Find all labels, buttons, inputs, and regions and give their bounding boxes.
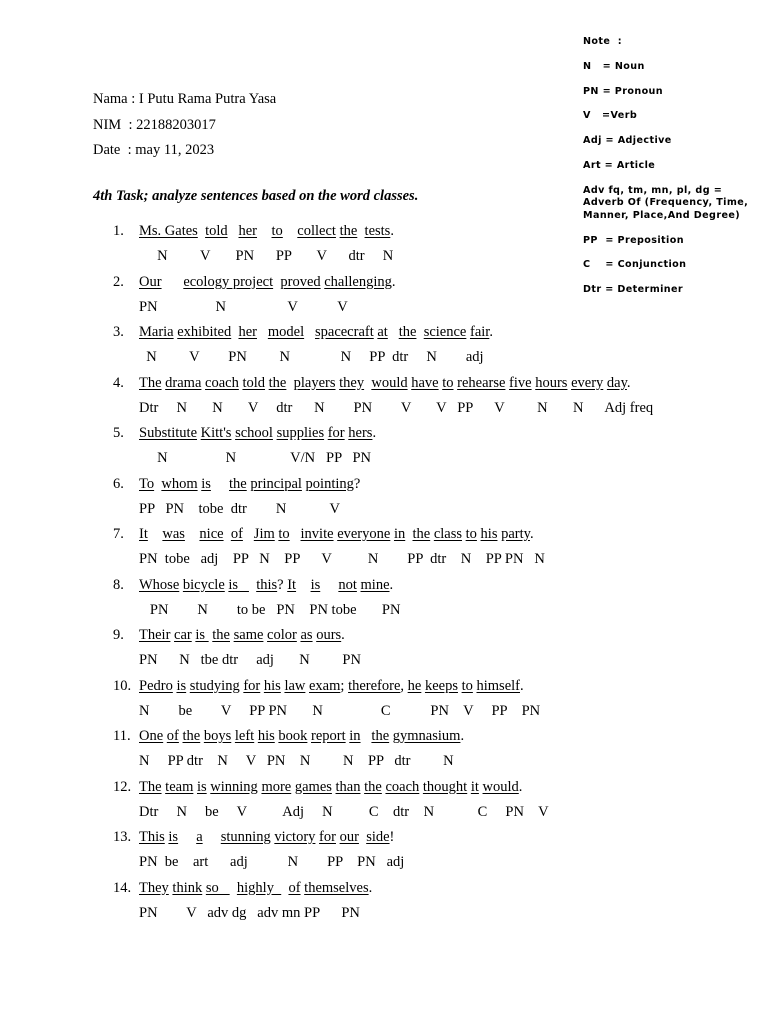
underlined-word: is — [228, 576, 249, 593]
separator-text: . — [529, 526, 534, 542]
underlined-word: It — [139, 526, 148, 542]
separator-text — [203, 829, 221, 845]
sentence-text — [139, 829, 394, 846]
underlined-word: team — [165, 778, 194, 795]
underlined-word: is — [196, 778, 207, 795]
underlined-word: his — [263, 677, 281, 694]
separator-text — [257, 223, 272, 239]
document-date: Date : may 11, 2023 — [93, 142, 215, 158]
separator-text — [257, 324, 268, 340]
separator-text: . — [626, 374, 631, 391]
word-class-tags: PP PN tobe dtr N V — [139, 500, 341, 517]
note-line: PP = Preposition — [583, 234, 684, 246]
item-number: 3. — [113, 324, 124, 340]
item-number: 7. — [113, 526, 124, 542]
underlined-word: victory — [274, 829, 316, 845]
word-class-tags: N PP dtr N V PN N N PP dtr N — [139, 753, 454, 769]
underlined-word: to — [442, 374, 454, 391]
sentence-text — [139, 728, 464, 745]
word-class-tags: N N V/N PP PN — [139, 450, 372, 466]
separator-text — [162, 274, 184, 290]
underlined-word: highly — [236, 879, 282, 896]
underlined-word: boys — [203, 728, 232, 744]
separator-text: , — [400, 677, 408, 694]
underlined-word: everyone — [337, 526, 391, 542]
sentence-text — [139, 324, 493, 341]
underlined-word: Whose — [139, 576, 180, 593]
underlined-word: exam — [309, 677, 341, 694]
item-number: 9. — [113, 627, 124, 643]
underlined-word: hers — [348, 425, 373, 441]
underlined-word: science — [423, 324, 467, 340]
underlined-word: five — [509, 374, 532, 391]
underlined-word: same — [233, 627, 264, 643]
note-line: Adj = Adjective — [583, 135, 672, 147]
underlined-word: keeps — [424, 677, 458, 694]
separator-text: . — [518, 778, 523, 795]
underlined-word: the — [229, 475, 247, 492]
separator-text: . — [391, 273, 396, 290]
underlined-word: think — [172, 879, 203, 896]
underlined-word: bicycle — [182, 576, 225, 593]
underlined-word: They — [139, 879, 169, 896]
separator-text — [286, 375, 293, 391]
underlined-word: is — [201, 475, 211, 492]
task-title: 4th Task; analyze sentences based on the word classes. — [93, 188, 419, 204]
underlined-word: is — [195, 627, 209, 643]
separator-text — [148, 526, 163, 542]
word-class-tags: N be V PP PN N C PN V PP PN — [139, 702, 541, 719]
word-class-tags: PN N V V — [139, 298, 348, 315]
separator-text — [211, 476, 229, 492]
underlined-word: so — [205, 879, 230, 896]
item-number: 8. — [113, 576, 124, 593]
underlined-word: himself — [476, 677, 520, 694]
underlined-word: to — [271, 223, 283, 239]
underlined-word: for — [319, 829, 336, 845]
underlined-word: his — [480, 526, 498, 542]
underlined-word: the — [398, 324, 417, 340]
note-line: Note : — [583, 36, 623, 47]
item-number: 1. — [113, 223, 124, 239]
underlined-word: party — [501, 526, 530, 542]
word-class-tags: N V PN N N PP dtr N adj — [139, 349, 484, 365]
underlined-word: car — [174, 627, 192, 643]
underlined-word: they — [339, 374, 365, 391]
item-number: 4. — [113, 374, 124, 391]
separator-text — [416, 324, 423, 340]
underlined-word: stunning — [220, 829, 271, 845]
underlined-word: in — [393, 526, 406, 542]
underlined-word: therefore — [348, 677, 401, 694]
underlined-word: report — [311, 728, 346, 744]
student-header — [93, 87, 276, 164]
underlined-word: as — [300, 627, 313, 643]
separator-text — [296, 577, 311, 593]
underlined-word: themselves — [304, 879, 369, 896]
underlined-word: It — [287, 576, 297, 593]
underlined-word: of — [166, 728, 179, 744]
item-number: 13. — [113, 829, 132, 845]
item-number: 2. — [113, 273, 124, 290]
underlined-word: coach — [205, 374, 239, 391]
underlined-word: have — [411, 374, 439, 391]
underlined-word: told — [205, 223, 228, 239]
separator-text — [224, 526, 231, 542]
underlined-word: model — [267, 324, 305, 340]
underlined-word: challenging — [324, 273, 392, 290]
separator-text — [283, 223, 298, 239]
underlined-word: our — [339, 829, 359, 845]
separator-text: ; — [340, 677, 349, 694]
sentence-text — [139, 375, 631, 392]
underlined-word: was — [162, 526, 185, 542]
underlined-word: Maria — [139, 324, 174, 340]
underlined-word: Kitt's — [200, 425, 232, 441]
sentence-text — [139, 274, 396, 291]
item-number: 14. — [113, 879, 132, 896]
underlined-word: a — [196, 829, 203, 845]
underlined-word: more — [261, 778, 292, 795]
sentence-text — [139, 223, 394, 240]
underlined-word: rehearse — [457, 374, 506, 391]
sentence-text — [139, 476, 360, 493]
underlined-word: it — [470, 778, 479, 795]
underlined-word: the — [371, 728, 390, 744]
underlined-word: the — [268, 374, 287, 391]
underlined-word: whom — [161, 475, 198, 492]
underlined-word: the — [339, 223, 358, 239]
underlined-word: principal — [250, 475, 302, 492]
underlined-word: The — [139, 778, 162, 795]
underlined-word: for — [327, 425, 345, 441]
separator-text: . — [341, 627, 345, 643]
underlined-word: studying — [189, 677, 240, 694]
underlined-word: games — [294, 778, 332, 795]
underlined-word: drama — [165, 374, 202, 391]
separator-text: . — [460, 728, 465, 744]
separator-text — [290, 526, 301, 542]
separator-text: ? — [277, 576, 288, 593]
underlined-word: is — [168, 829, 179, 845]
underlined-word: nice — [199, 526, 224, 542]
underlined-word: thought — [422, 778, 468, 795]
underlined-word: Substitute — [139, 425, 198, 441]
word-class-tags: PN V adv dg adv mn PP PN — [139, 904, 360, 921]
word-class-tags: Dtr N be V Adj N C dtr N C PN V — [139, 803, 549, 820]
underlined-word: every — [571, 374, 604, 391]
student-nim: NIM : 22188203017 — [93, 116, 216, 133]
underlined-word: ours — [316, 627, 342, 643]
separator-text — [388, 324, 399, 340]
underlined-word: at — [377, 324, 388, 340]
separator-text — [320, 577, 338, 593]
underlined-word: players — [293, 374, 336, 391]
underlined-word: not — [338, 576, 357, 593]
underlined-word: left — [234, 728, 255, 744]
sentence-text — [139, 880, 372, 897]
underlined-word: The — [139, 374, 162, 391]
separator-text: . — [372, 425, 377, 441]
underlined-word: the — [212, 627, 230, 643]
student-name: Nama : I Putu Rama Putra Yasa — [93, 91, 277, 107]
underlined-word: of — [230, 526, 243, 542]
separator-text: . — [489, 324, 493, 340]
word-class-tags: PN N tbe dtr adj N PN — [139, 652, 361, 668]
separator-text: . — [390, 223, 394, 239]
item-number: 12. — [113, 778, 132, 795]
underlined-word: the — [182, 728, 201, 744]
separator-text: . — [520, 677, 524, 694]
underlined-word: side — [366, 829, 390, 845]
underlined-word: coach — [385, 778, 420, 795]
separator-text: . — [389, 576, 394, 593]
note-legend — [583, 36, 753, 309]
separator-text — [230, 880, 237, 896]
separator-text — [185, 526, 200, 542]
underlined-word: school — [235, 425, 273, 441]
underlined-word: Pedro — [139, 677, 173, 694]
note-line: C = Conjunction — [583, 259, 687, 271]
underlined-word: Their — [139, 627, 171, 643]
separator-text — [178, 829, 196, 845]
sentence-text — [139, 526, 534, 543]
word-class-tags: Dtr N N V dtr N PN V V PP V N N Adj freq — [139, 399, 654, 416]
underlined-word: Ms. Gates — [139, 223, 198, 239]
underlined-word: to — [465, 526, 477, 542]
underlined-word: law — [284, 677, 306, 694]
underlined-word: book — [278, 728, 308, 744]
underlined-word: Our — [139, 273, 162, 290]
underlined-word: the — [364, 778, 382, 795]
separator-text — [304, 324, 315, 340]
underlined-word: Jim — [253, 526, 275, 542]
separator-text: . — [368, 879, 373, 896]
item-number: 5. — [113, 425, 124, 441]
note-line: Adv fq, tm, mn, pl, dg = Adverb Of (Frequency, Time, Manner, Place,And Degree) — [583, 184, 749, 221]
underlined-word: than — [335, 778, 361, 795]
underlined-word: he — [407, 677, 422, 694]
underlined-word: this — [256, 576, 278, 593]
underlined-word: hours — [535, 374, 568, 391]
underlined-word: in — [349, 728, 361, 744]
underlined-word: proved — [280, 273, 321, 290]
underlined-word: supplies — [276, 425, 325, 441]
separator-text: ! — [389, 829, 395, 845]
underlined-word: his — [257, 728, 275, 744]
underlined-word: her — [238, 324, 257, 340]
underlined-word: class — [433, 526, 463, 542]
underlined-word: exhibited — [177, 324, 232, 340]
sentence-text — [139, 779, 522, 796]
underlined-word: is — [176, 677, 187, 694]
note-line: V =Verb — [583, 110, 638, 122]
underlined-word: This — [139, 829, 165, 845]
sentence-text — [139, 627, 345, 644]
underlined-word: spacecraft — [314, 324, 374, 340]
underlined-word: for — [243, 677, 261, 694]
underlined-word: color — [267, 627, 297, 643]
underlined-word: of — [288, 879, 301, 896]
underlined-word: mine — [360, 576, 390, 593]
underlined-word: collect — [297, 223, 336, 239]
underlined-word: To — [139, 475, 155, 492]
underlined-word: would — [371, 374, 408, 391]
word-class-tags: PN tobe adj PP N PP V N PP dtr N PP PN N — [139, 551, 545, 567]
separator-text: ? — [353, 475, 361, 492]
separator-text — [361, 728, 372, 744]
separator-text — [198, 223, 205, 239]
sentence-text — [139, 577, 393, 594]
underlined-word: to — [278, 526, 290, 542]
word-class-tags: PN N to be PN PN tobe PN — [139, 601, 401, 618]
note-line: Art = Article — [583, 159, 656, 171]
underlined-word: One — [139, 728, 164, 744]
item-number: 10. — [113, 677, 132, 694]
separator-text — [228, 223, 239, 239]
underlined-word: winning — [210, 778, 258, 795]
note-line: PN = Pronoun — [583, 85, 664, 97]
underlined-word: to — [461, 677, 473, 694]
underlined-word: ecology project — [183, 273, 274, 290]
word-class-tags: PN be art adj N PP PN adj — [139, 854, 405, 870]
item-number: 11. — [113, 728, 131, 744]
underlined-word: told — [242, 374, 266, 391]
sentence-text — [139, 678, 524, 695]
sentence-text — [139, 425, 376, 442]
item-number: 6. — [113, 475, 124, 492]
separator-text — [243, 526, 254, 542]
word-class-tags: N V PN PP V dtr N — [139, 248, 394, 264]
underlined-word: pointing — [305, 475, 354, 492]
underlined-word: fair — [469, 324, 490, 340]
underlined-word: tests — [364, 223, 391, 239]
underlined-word: day — [606, 374, 627, 391]
underlined-word: her — [238, 223, 258, 239]
underlined-word: gymnasium — [392, 728, 461, 744]
underlined-word: invite — [300, 526, 334, 542]
separator-text — [357, 223, 364, 239]
underlined-word: is — [310, 576, 321, 593]
underlined-word: the — [412, 526, 431, 542]
note-line: Dtr = Determiner — [583, 284, 684, 296]
note-line: N = Noun — [583, 60, 645, 72]
underlined-word: would — [482, 778, 519, 795]
